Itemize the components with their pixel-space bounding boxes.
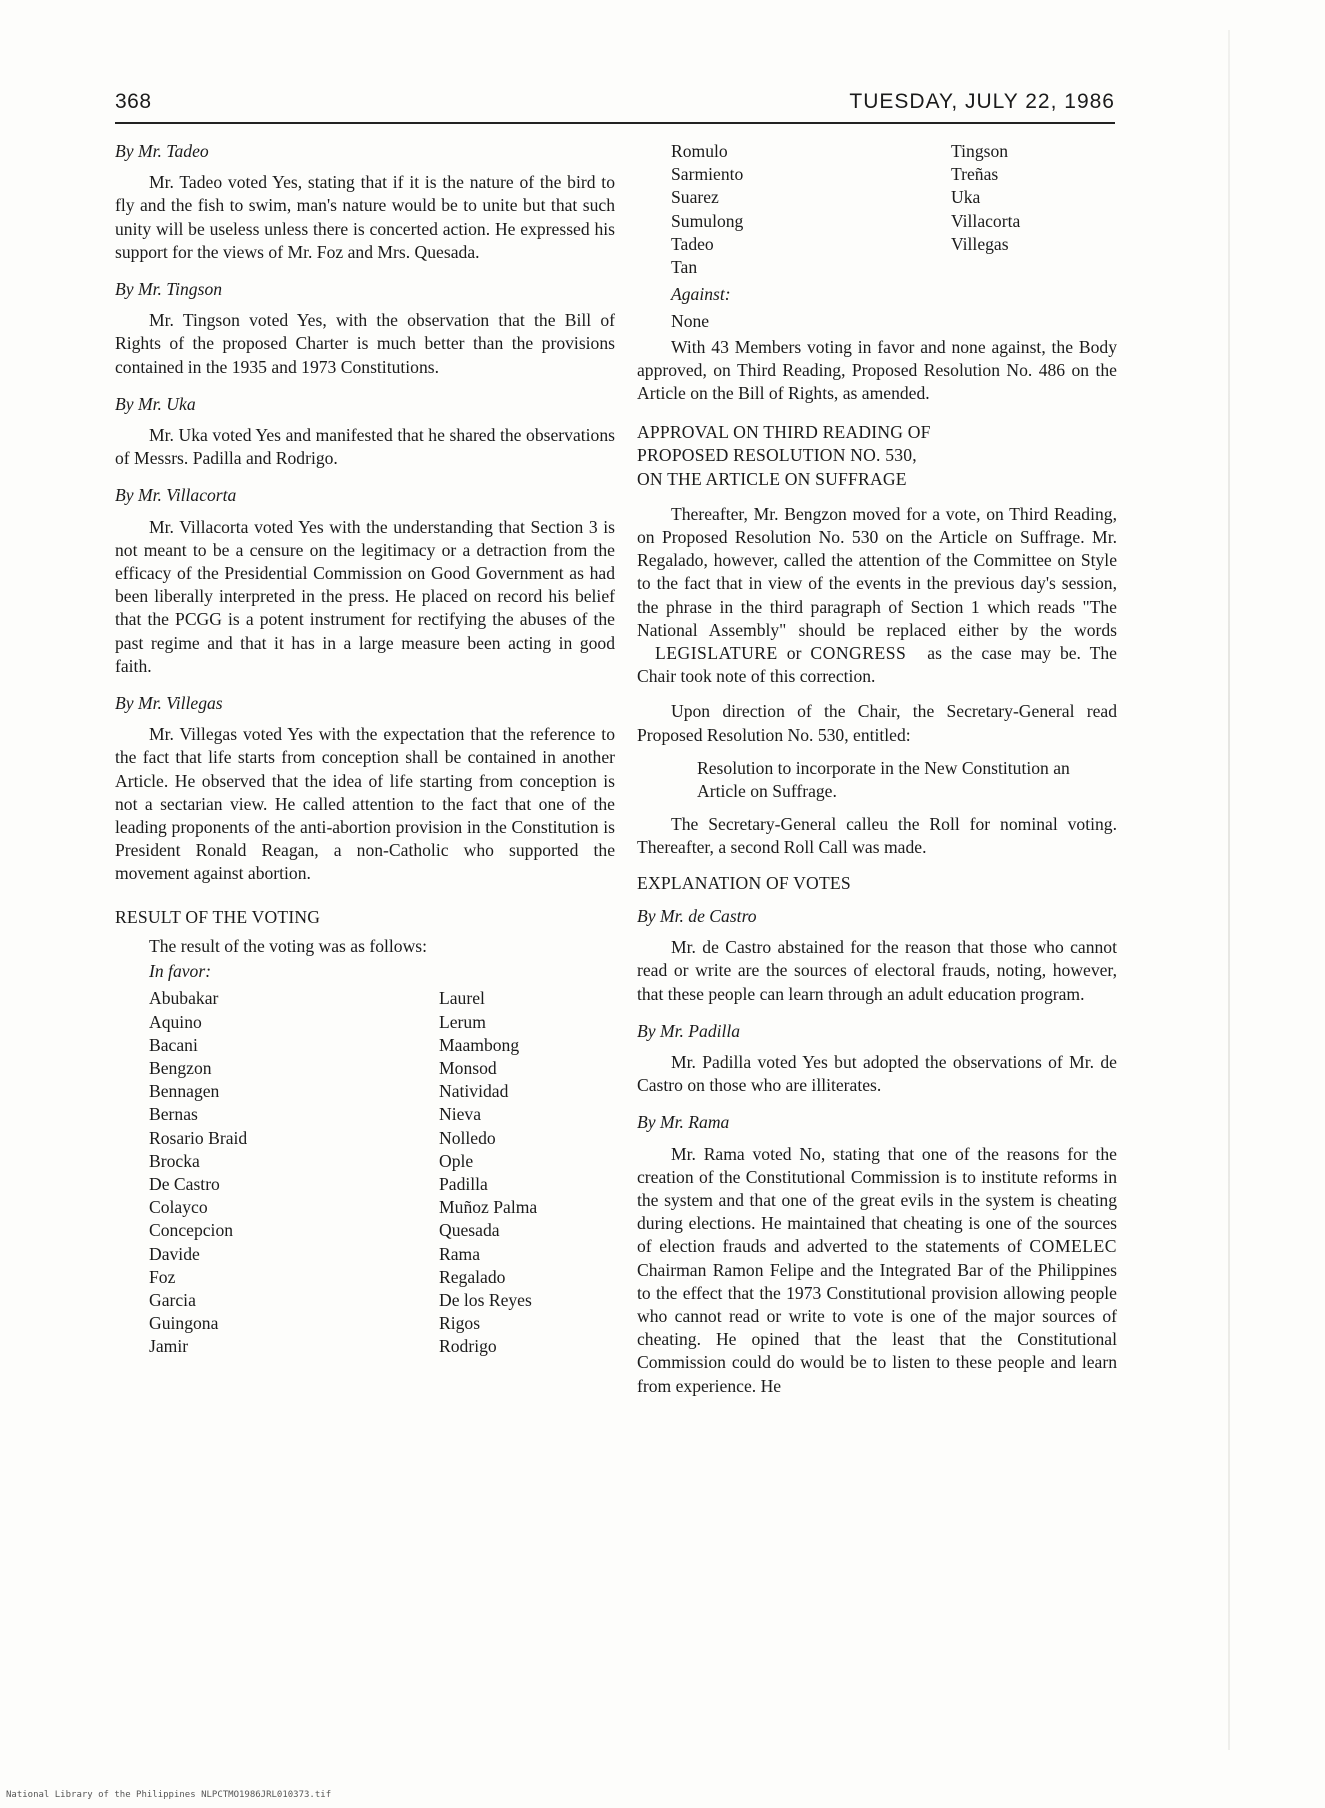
voter-name: Concepcion (149, 1220, 234, 1241)
section-heading-line: APPROVAL ON THIRD READING OF (637, 422, 931, 443)
byline-tadeo: By Mr. Tadeo (115, 141, 209, 161)
word-congress: CONGRESS (810, 643, 907, 664)
voter-name: Romulo (671, 141, 728, 161)
byline-villacorta: By Mr. Villacorta (115, 485, 237, 506)
voter-name: Bernas (149, 1104, 198, 1125)
bengzon-text-a: Thereafter, Mr. Bengzon moved for a vote, on Third Reading, on Proposed Resolution No. 530 on the Article on Suffrage. Mr. Regalado, however, called the attention of the Committee on Style to the fact that in view of the events in the previous day's session, the phrase in the third paragraph of Section 1 which reads "The National Assembly" should be replaced either by the words (637, 503, 1117, 640)
voter-name: Tingson (951, 141, 1009, 161)
voter-name: Rosario Braid (149, 1127, 248, 1148)
voter-name: Villacorta (951, 210, 1021, 231)
voter-name: De Castro (149, 1173, 220, 1194)
voter-name: Regalado (439, 1266, 506, 1287)
voter-name: Aquino (149, 1011, 202, 1032)
voter-name: Villegas (951, 233, 1009, 254)
paragraph-tadeo: Mr. Tadeo voted Yes, stating that if it is the nature of the bird to fly and the fish to swim, man's nature would be to unite but that such unity will be useless unless there is concerted action. He expressed his support for the views of Mr. Foz and Mrs. Quesada. (115, 172, 615, 262)
byline-rama: By Mr. Rama (637, 1112, 730, 1133)
voter-name: Foz (149, 1266, 176, 1287)
against-value: None (671, 311, 710, 332)
in-favor-list-left (149, 987, 615, 1358)
in-favor-label: In favor: (149, 961, 212, 982)
paragraph-rollcall: The Secretary-General calleu the Roll for nominal voting. Thereafter, a second Roll Call was made. (637, 814, 1117, 858)
paragraph-direction: Upon direction of the Chair, the Secretary-General read Proposed Resolution No. 530, entitled: (637, 701, 1117, 745)
section-heading-line: ON THE ARTICLE ON SUFFRAGE (637, 468, 907, 489)
voter-name: Padilla (439, 1173, 488, 1194)
voter-name: Lerum (439, 1011, 486, 1032)
paragraph-tingson: Mr. Tingson voted Yes, with the observation that the Bill of Rights of the proposed Charter is much better than the provisions contained in the 1935 and 1973 Constitutions. (115, 310, 615, 377)
voter-name: Muñoz Palma (439, 1197, 538, 1218)
paragraph-approval: With 43 Members voting in favor and none against, the Body approved, on Third Reading, Proposed Resolution No. 486 on the Article on the Bill of Rights, as amended. (637, 336, 1117, 404)
in-favor-col2 (439, 987, 639, 1358)
scan-edge-shadow (1228, 30, 1230, 1750)
voter-name: Rodrigo (439, 1336, 497, 1357)
word-comelec: COMELEC (1029, 1236, 1117, 1257)
voter-name: Nolledo (439, 1127, 496, 1148)
in-favor-col4 (951, 140, 1151, 279)
voter-name: Davide (149, 1243, 200, 1264)
result-intro: The result of the voting was as follows: (149, 935, 428, 956)
paragraph-rama (637, 1143, 1117, 1398)
voter-name: Uka (951, 187, 981, 208)
in-favor-col3 (671, 140, 951, 279)
explanation-heading: EXPLANATION OF VOTES (637, 872, 851, 893)
voter-name: Rigos (439, 1313, 481, 1334)
voter-name: Sumulong (671, 210, 744, 231)
voter-name: Bacani (149, 1034, 198, 1055)
voter-name: Garcia (149, 1289, 196, 1310)
paragraph-villegas: Mr. Villegas voted Yes with the expectation that the reference to the fact that life starts from conception shall be contained in another Article. He observed that the idea of life starting from conception is not a sectarian view. He called attention to the fact that one of the leading proponents of the anti-abortion provision in the Constitution is President Ronald Reagan, a non-Catholic who supported the movement against abortion. (115, 724, 615, 884)
voter-name: Bennagen (149, 1081, 220, 1102)
paragraph-uka: Mr. Uka voted Yes and manifested that he shared the observations of Messrs. Padilla and Rodrigo. (115, 425, 615, 469)
rama-text-a: Mr. Rama voted No, stating that one of the reasons for the creation of the Constitutional Commission is to institute reforms in the system and that one of the great evils in the system is cheating during elections. He maintained that cheating is one of the sources of election frauds and adverted to the statements of (637, 1143, 1117, 1257)
paragraph-villacorta: Mr. Villacorta voted Yes with the understanding that Section 3 is not meant to be a censure on the legitimacy or a detraction from the efficacy of the Presidential Commission on Good Government as had been liberally interpreted in the press. He placed on record his belief that the PCGG is a potent instrument for rectifying the abuses of the past regime and that it has in a large measure been acting in good faith. (115, 516, 615, 676)
bengzon-text-b: as the case may be. The Chair took note of this correction. (637, 643, 1117, 687)
paragraph-decastro: Mr. de Castro abstained for the reason that those who cannot read or write are the sources of electoral frauds, noting, however, that these people can learn through an adult education program. (637, 937, 1117, 1004)
byline-villegas: By Mr. Villegas (115, 693, 223, 714)
voter-name: Tadeo (671, 233, 714, 254)
voter-name: Quesada (439, 1220, 500, 1241)
left-column (115, 140, 615, 1359)
voter-name: Nieva (439, 1104, 482, 1125)
against-label: Against: (671, 284, 731, 305)
page-date: TUESDAY, JULY 22, 1986 (849, 90, 1115, 113)
page-header (115, 90, 1115, 124)
paragraph-bengzon (637, 503, 1117, 689)
voter-name: Maambong (439, 1034, 520, 1055)
byline-padilla: By Mr. Padilla (637, 1020, 741, 1041)
voter-name: Abubakar (149, 988, 219, 1009)
voter-name: Rama (439, 1243, 481, 1264)
voter-name: Tan (671, 257, 698, 278)
paragraph-padilla: Mr. Padilla voted Yes but adopted the observations of Mr. de Castro on those who are illiterates. (637, 1051, 1117, 1096)
byline-tingson: By Mr. Tingson (115, 279, 223, 300)
page-number: 368 (115, 90, 152, 113)
in-favor-list-right (671, 140, 1117, 279)
voter-name: Bengzon (149, 1057, 212, 1078)
result-heading: RESULT OF THE VOTING (115, 906, 321, 927)
voter-name: Ople (439, 1150, 474, 1171)
voter-name: Laurel (439, 988, 485, 1009)
voter-name: Colayco (149, 1197, 208, 1218)
right-column (637, 140, 1117, 1412)
byline-decastro: By Mr. de Castro (637, 905, 757, 926)
voter-name: Sarmiento (671, 164, 744, 185)
scan-footer-note: National Library of the Philippines NLPCTMO1986JRL010373.tif (6, 1790, 332, 1800)
byline-uka: By Mr. Uka (115, 393, 196, 414)
rama-text-b: Chairman Ramon Felipe and the Integrated Bar of the Philippines to the effect that the 1973 Constitutional provision allowing people who cannot read or write to vote is one of the major sources of cheating. He opined that the least that the Constitutional Commission could do would be to listen to these people and learn from experience. He (637, 1259, 1117, 1396)
resolution-title: Resolution to incorporate in the New Constitution an Article on Suffrage. (697, 757, 1070, 802)
voter-name: Natividad (439, 1081, 509, 1102)
section-heading-line: PROPOSED RESOLUTION NO. 530, (637, 445, 917, 466)
voter-name: Monsod (439, 1057, 497, 1078)
voter-name: Treñas (951, 164, 999, 185)
in-favor-col1 (149, 987, 439, 1358)
word-legislature: LEGISLATURE (655, 643, 778, 664)
voter-name: Jamir (149, 1336, 189, 1357)
voter-name: De los Reyes (439, 1289, 532, 1310)
voter-name: Suarez (671, 187, 719, 208)
voter-name: Guingona (149, 1313, 219, 1334)
word-or: or (786, 643, 802, 664)
section-heading (637, 421, 1117, 491)
voter-name: Brocka (149, 1150, 200, 1171)
